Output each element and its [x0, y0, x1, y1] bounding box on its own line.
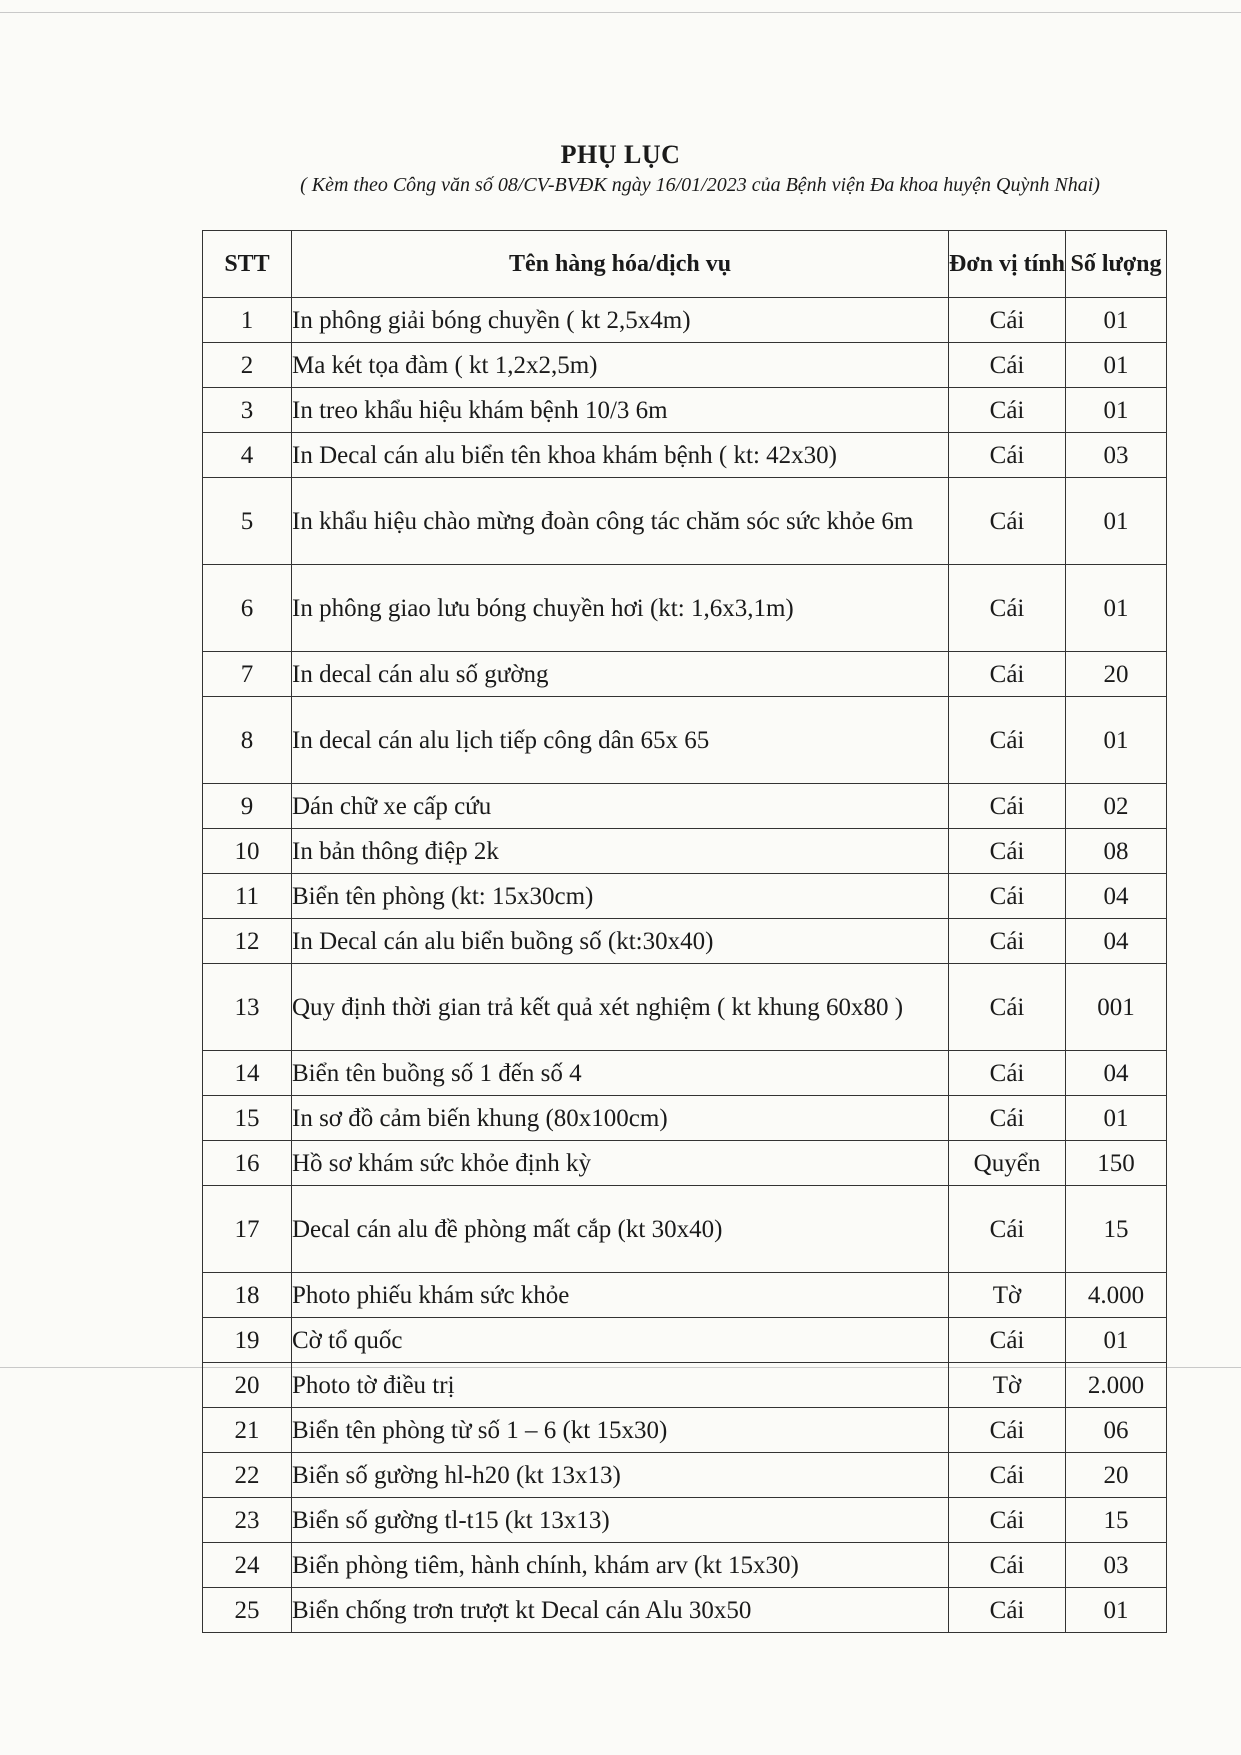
table-row [203, 1498, 1167, 1543]
row-unit: Quyển [949, 1141, 1066, 1186]
row-unit: Cái [949, 697, 1066, 784]
row-item-name: In phông giải bóng chuyền ( kt 2,5x4m) [292, 298, 949, 343]
table-row [203, 298, 1167, 343]
row-unit: Cái [949, 919, 1066, 964]
row-item-name: Quy định thời gian trả kết quả xét nghiệm ( kt khung 60x80 ) [292, 964, 949, 1051]
table-row [203, 829, 1167, 874]
row-unit: Cái [949, 1498, 1066, 1543]
table-row [203, 433, 1167, 478]
row-item-name: Cờ tổ quốc [292, 1318, 949, 1363]
table-row [203, 1408, 1167, 1453]
row-quantity: 001 [1066, 964, 1167, 1051]
table-row [203, 1141, 1167, 1186]
row-item-name: In phông giao lưu bóng chuyền hơi (kt: 1,6x3,1m) [292, 565, 949, 652]
row-item-name: Hồ sơ khám sức khỏe định kỳ [292, 1141, 949, 1186]
row-item-name: Biển tên buồng số 1 đến số 4 [292, 1051, 949, 1096]
row-stt: 23 [203, 1498, 292, 1543]
row-unit: Cái [949, 478, 1066, 565]
row-quantity: 4.000 [1066, 1273, 1167, 1318]
table-row [203, 1453, 1167, 1498]
row-unit: Cái [949, 1186, 1066, 1273]
row-quantity: 08 [1066, 829, 1167, 874]
row-unit: Cái [949, 1051, 1066, 1096]
row-quantity: 01 [1066, 478, 1167, 565]
row-unit: Cái [949, 1318, 1066, 1363]
row-quantity: 03 [1066, 1543, 1167, 1588]
row-unit: Cái [949, 565, 1066, 652]
row-quantity: 20 [1066, 1453, 1167, 1498]
row-quantity: 15 [1066, 1498, 1167, 1543]
row-stt: 8 [203, 697, 292, 784]
row-unit: Cái [949, 433, 1066, 478]
table-row [203, 1318, 1167, 1363]
row-quantity: 150 [1066, 1141, 1167, 1186]
table-row [203, 1543, 1167, 1588]
table-row [203, 1051, 1167, 1096]
row-unit: Cái [949, 343, 1066, 388]
row-quantity: 01 [1066, 1318, 1167, 1363]
row-quantity: 2.000 [1066, 1363, 1167, 1408]
row-item-name: In sơ đồ cảm biến khung (80x100cm) [292, 1096, 949, 1141]
row-quantity: 01 [1066, 298, 1167, 343]
row-item-name: Photo phiếu khám sức khỏe [292, 1273, 949, 1318]
table-row [203, 697, 1167, 784]
table-body [203, 298, 1167, 1633]
row-stt: 6 [203, 565, 292, 652]
row-item-name: Ma két tọa đàm ( kt 1,2x2,5m) [292, 343, 949, 388]
table-row [203, 1588, 1167, 1633]
table-row [203, 919, 1167, 964]
row-unit: Cái [949, 1453, 1066, 1498]
row-quantity: 01 [1066, 343, 1167, 388]
row-item-name: Biển tên phòng (kt: 15x30cm) [292, 874, 949, 919]
table-row [203, 784, 1167, 829]
row-unit: Tờ [949, 1363, 1066, 1408]
table-row [203, 1096, 1167, 1141]
row-stt: 5 [203, 478, 292, 565]
row-unit: Cái [949, 1588, 1066, 1633]
table-row [203, 652, 1167, 697]
row-item-name: Biển tên phòng từ số 1 – 6 (kt 15x30) [292, 1408, 949, 1453]
appendix-table [202, 230, 1167, 1633]
row-quantity: 01 [1066, 388, 1167, 433]
table-row [203, 1363, 1167, 1408]
table-row [203, 1273, 1167, 1318]
row-item-name: Biển số gường hl-h20 (kt 13x13) [292, 1453, 949, 1498]
table-row [203, 343, 1167, 388]
header-stt: STT [203, 231, 292, 298]
row-item-name: In Decal cán alu biển buồng số (kt:30x40) [292, 919, 949, 964]
row-item-name: Biển chống trơn trượt kt Decal cán Alu 30x50 [292, 1588, 949, 1633]
row-stt: 15 [203, 1096, 292, 1141]
row-quantity: 04 [1066, 1051, 1167, 1096]
row-stt: 11 [203, 874, 292, 919]
scan-edge-top [0, 12, 1241, 13]
row-stt: 22 [203, 1453, 292, 1498]
row-quantity: 03 [1066, 433, 1167, 478]
table-header-row [203, 231, 1167, 298]
row-stt: 9 [203, 784, 292, 829]
row-stt: 1 [203, 298, 292, 343]
page-subtitle: ( Kèm theo Công văn số 08/CV-BVĐK ngày 16/01/2023 của Bệnh viện Đa khoa huyện Quỳnh Nhai) [300, 174, 1100, 196]
row-item-name: In decal cán alu số gường [292, 652, 949, 697]
row-item-name: Dán chữ xe cấp cứu [292, 784, 949, 829]
row-quantity: 01 [1066, 565, 1167, 652]
table-row [203, 388, 1167, 433]
row-stt: 7 [203, 652, 292, 697]
row-stt: 10 [203, 829, 292, 874]
table-row [203, 964, 1167, 1051]
row-unit: Cái [949, 784, 1066, 829]
row-unit: Cái [949, 388, 1066, 433]
row-stt: 19 [203, 1318, 292, 1363]
row-unit: Cái [949, 1408, 1066, 1453]
row-quantity: 15 [1066, 1186, 1167, 1273]
row-stt: 21 [203, 1408, 292, 1453]
row-item-name: Photo tờ điều trị [292, 1363, 949, 1408]
row-unit: Tờ [949, 1273, 1066, 1318]
row-quantity: 20 [1066, 652, 1167, 697]
row-stt: 12 [203, 919, 292, 964]
row-unit: Cái [949, 829, 1066, 874]
row-stt: 25 [203, 1588, 292, 1633]
row-item-name: Decal cán alu đề phòng mất cắp (kt 30x40) [292, 1186, 949, 1273]
row-quantity: 01 [1066, 1096, 1167, 1141]
row-item-name: In khẩu hiệu chào mừng đoàn công tác chăm sóc sức khỏe 6m [292, 478, 949, 565]
row-quantity: 02 [1066, 784, 1167, 829]
row-quantity: 06 [1066, 1408, 1167, 1453]
row-stt: 2 [203, 343, 292, 388]
row-quantity: 04 [1066, 874, 1167, 919]
row-stt: 17 [203, 1186, 292, 1273]
row-stt: 14 [203, 1051, 292, 1096]
row-stt: 13 [203, 964, 292, 1051]
header-qty: Số lượng [1066, 231, 1167, 298]
row-item-name: Biển phòng tiêm, hành chính, khám arv (kt 15x30) [292, 1543, 949, 1588]
row-unit: Cái [949, 964, 1066, 1051]
table-row [203, 565, 1167, 652]
row-unit: Cái [949, 652, 1066, 697]
row-quantity: 04 [1066, 919, 1167, 964]
row-quantity: 01 [1066, 697, 1167, 784]
row-stt: 20 [203, 1363, 292, 1408]
row-stt: 3 [203, 388, 292, 433]
header-unit: Đơn vị tính [949, 231, 1066, 298]
row-unit: Cái [949, 298, 1066, 343]
row-item-name: In decal cán alu lịch tiếp công dân 65x 65 [292, 697, 949, 784]
header-name: Tên hàng hóa/dịch vụ [292, 231, 949, 298]
row-item-name: In bản thông điệp 2k [292, 829, 949, 874]
row-unit: Cái [949, 874, 1066, 919]
table-row [203, 1186, 1167, 1273]
table-row [203, 874, 1167, 919]
row-item-name: In treo khẩu hiệu khám bệnh 10/3 6m [292, 388, 949, 433]
row-stt: 4 [203, 433, 292, 478]
row-unit: Cái [949, 1096, 1066, 1141]
row-unit: Cái [949, 1543, 1066, 1588]
row-item-name: Biển số gường tl-t15 (kt 13x13) [292, 1498, 949, 1543]
table-row [203, 478, 1167, 565]
row-stt: 16 [203, 1141, 292, 1186]
row-item-name: In Decal cán alu biển tên khoa khám bệnh ( kt: 42x30) [292, 433, 949, 478]
page-title: PHỤ LỤC [560, 140, 681, 169]
row-stt: 18 [203, 1273, 292, 1318]
row-quantity: 01 [1066, 1588, 1167, 1633]
row-stt: 24 [203, 1543, 292, 1588]
